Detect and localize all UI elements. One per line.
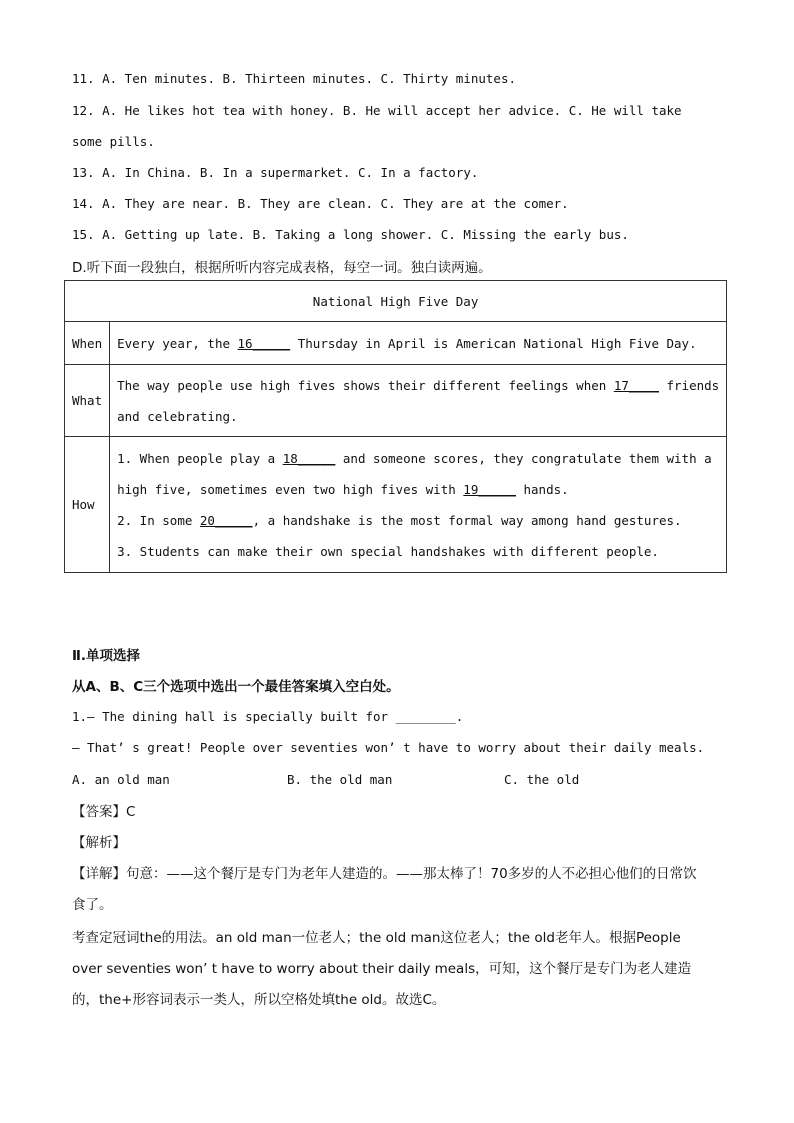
option-b: B. the old man <box>287 772 393 787</box>
question-13: 13. A. In China. B. In a supermarket. C. In a factory. <box>72 165 479 180</box>
question-14: 14. A. They are near. B. They are clean. C. They are at the comer. <box>72 196 569 211</box>
blank-16[interactable]: 16_____ <box>237 335 291 351</box>
high-five-table <box>64 280 727 573</box>
question-11: 11. A. Ten minutes. B. Thirteen minutes. C. Thirty minutes. <box>72 71 517 86</box>
blank-18[interactable]: 18_____ <box>282 450 336 466</box>
detail-line-2: 食了。 <box>72 897 113 913</box>
option-c: C. the old <box>504 772 580 787</box>
answer: 【答案】C <box>72 804 136 820</box>
detail-line-5: 的，the+形容词表示一类人，所以空格处填the old。故选C。 <box>72 992 446 1008</box>
option-a: A. an old man <box>72 772 170 787</box>
table-row-what <box>65 365 727 437</box>
analysis-heading: 【解析】 <box>72 835 126 851</box>
row-label-when: When <box>65 322 110 365</box>
row-label-how: How <box>65 437 110 573</box>
blank-19[interactable]: 19_____ <box>463 481 516 497</box>
section-instruction: 从A、B、C三个选项中选出一个最佳答案填入空白处。 <box>72 679 400 695</box>
question-15: 15. A. Getting up late. B. Taking a long shower. C. Missing the early bus. <box>72 227 629 242</box>
question-1-prompt: 1.— The dining hall is specially built for ________. <box>72 709 464 724</box>
section-heading: Ⅱ.单项选择 <box>72 648 141 664</box>
detail-line-3: 考查定冠词the的用法。an old man一位老人；the old man这位老人；the old老年人。根据People <box>72 930 681 946</box>
section-d-instruction: D.听下面一段独白，根据所听内容完成表格，每空一词。独白读两遍。 <box>72 260 492 276</box>
detail-line-1: 【详解】句意：——这个餐厅是专门为老年人建造的。——那太棒了！70多岁的人不必担心他们的日常饮 <box>72 866 697 882</box>
detail-line-4: over seventies won’ t have to worry about their daily meals，可知，这个餐厅是专门为老人建造 <box>72 961 692 977</box>
question-12-continued: some pills. <box>72 134 155 149</box>
row-content-how: 1. When people play a 18_____ and someone scores, they congratulate them with a high five, sometimes even two high fives with 19_____ hands. 2. In some 20_____, a handshake is the most formal way among hand gestures. 3. Students can make their own special handshakes with different people. <box>110 437 727 573</box>
blank-17[interactable]: 17____ <box>613 377 659 393</box>
table-row-how <box>65 437 727 573</box>
blank-20[interactable]: 20_____ <box>199 512 253 528</box>
row-content-what: The way people use high fives shows their different feelings when 17____ friends and celebrating. <box>110 365 727 437</box>
table-title: National High Five Day <box>65 281 727 322</box>
table-row-when <box>65 322 727 365</box>
question-12: 12. A. He likes hot tea with honey. B. He will accept her advice. C. He will take <box>72 103 682 118</box>
row-content-when: Every year, the 16_____ Thursday in April is American National High Five Day. <box>110 322 727 365</box>
row-label-what: What <box>65 365 110 437</box>
question-1-response: — That’ s great! People over seventies won’ t have to worry about their daily meals. <box>72 740 705 755</box>
